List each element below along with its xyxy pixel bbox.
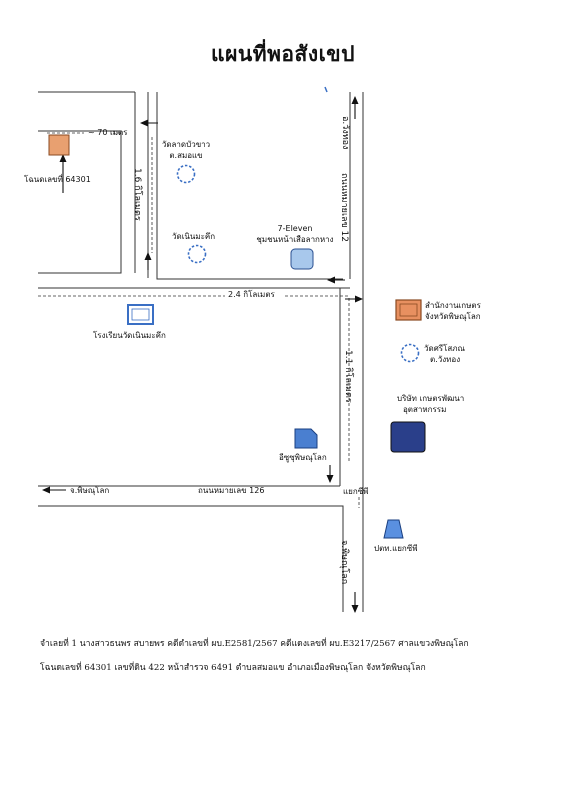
wat-sri-sophon-sub: ต.วังทอง [430, 355, 461, 364]
footer-line-1: จำเลยที่ 1 นางสาวธนพร สบายพร คดีดำเลขที่ ผบ.E2581/2567 คดีแดงเลขที่ ผบ.E3217/2567 ศาลแขวงพิษณุโลก [40, 639, 469, 649]
road-12-label: ถนนหมายเลข 12 [339, 173, 349, 243]
distance-1-6km-label: 1.6 กิโลเมตร [132, 168, 142, 221]
agri-office-sub: จังหวัดพิษณุโลก [425, 312, 481, 321]
wat-lad-bua-khao-sub: ต.สมอแข [169, 151, 203, 160]
seven-eleven-marker [291, 249, 313, 269]
seven-eleven-label: 7-Eleven [277, 224, 313, 233]
intersection-label: แยกซีพี [343, 487, 369, 496]
map-title: แผนที่พอสังเขป [211, 41, 355, 66]
wat-noen-makok-label: วัดเนินมะคึก [172, 232, 216, 241]
road-lines [38, 92, 363, 612]
distance-2-4km-label: 2.4 กิโลเมตร [228, 290, 275, 299]
road-126-label: ถนนหมายเลข 126 [198, 486, 265, 495]
wat-lad-bua-khao-label: วัดลาดบัวขาว [161, 140, 211, 149]
subject-plot-label: โฉนดเลขที่ 64301 [24, 175, 91, 184]
school-label: โรงเรียนวัดเนินมะคึก [93, 331, 166, 340]
distance-lines [38, 133, 359, 508]
distance-1-1km-label: 1.1 กิโลเมตร [343, 350, 353, 403]
to-phitsanulok-bottom-label: จ.พิษณุโลก [339, 540, 349, 585]
distance-70m-label: ~ 70 เมตร [88, 128, 128, 137]
to-phitsanulok-left-label: จ.พิษณุโลก [70, 486, 110, 495]
agri-company-label: บริษัท เกษตรพัฒนา [397, 394, 465, 403]
tick-mark [325, 87, 327, 92]
ptt-label: ปตท.แยกซีพี [374, 544, 418, 553]
isuzu-label: อีซูซุพิษณุโลก [279, 453, 327, 462]
to-wangthong-label: อ.วังทอง [340, 116, 350, 150]
ptt-marker [384, 520, 403, 538]
footer-line-2: โฉนดเลขที่ 64301 เลขที่ดิน 422 หน้าสำรวจ 6491 ตำบลสมอแข อำเภอเมืองพิษณุโลก จังหวัดพิษณุโลก [40, 663, 426, 673]
agri-company-marker [391, 422, 425, 452]
seven-eleven-sub: ชุมชนหน้าเสือลากหาง [256, 235, 334, 244]
agri-office-label: สำนักงานเกษตร [425, 301, 481, 310]
subject-plot-marker [49, 135, 69, 155]
isuzu-marker [295, 429, 317, 448]
agri-company-sub: อุตสาหกรรม [403, 405, 447, 414]
wat-sri-sophon-label: วัดศรีโสภณ [424, 344, 465, 353]
